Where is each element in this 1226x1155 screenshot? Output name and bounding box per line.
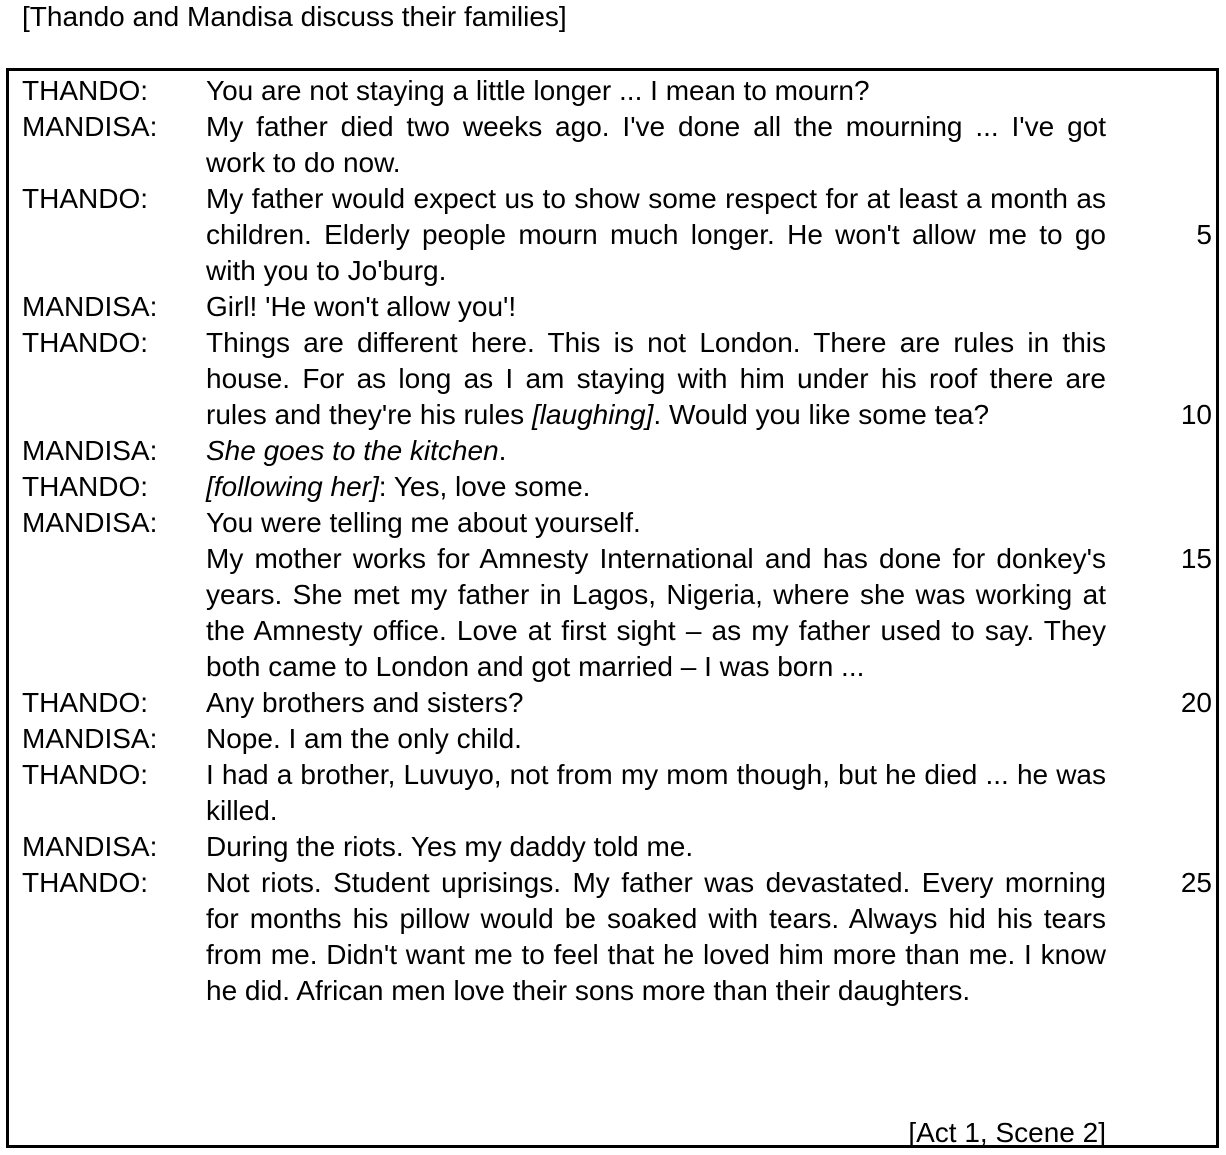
dialogue-extract [22, 73, 1212, 1009]
speaker-name: MANDISA: [22, 507, 158, 538]
speech-fragment: You are not staying a little longer ... I mean to mourn? [206, 75, 870, 106]
line-number: 10 [1180, 399, 1212, 430]
speech-text [206, 181, 1106, 289]
speaker-name: MANDISA: [22, 111, 158, 142]
speaker-name: THANDO: [22, 471, 148, 502]
speech-fragment: . Would you like some tea? [653, 399, 990, 430]
line-number-column [1106, 289, 1212, 325]
scene-reference: [Act 1, Scene 2] [908, 1117, 1106, 1148]
line-number-column [1106, 325, 1212, 433]
speech-fragment: You were telling me about yourself. [206, 507, 641, 538]
stage-direction: [following her] [206, 471, 379, 502]
line-number: 25 [1180, 867, 1212, 898]
dialogue-row [22, 757, 1212, 829]
dialogue-row [22, 721, 1212, 757]
line-number-column [1106, 469, 1212, 505]
line-number-column [1106, 109, 1212, 181]
dialogue-row [22, 541, 1212, 685]
speech-fragment: Not riots. Student uprisings. My father was devastated. Every morning for months his pillow would be soaked with tears. Always hid his tears from me. Didn't want me to feel that he loved him more than me. I know he did. African men love their sons more than their daughters. [206, 867, 1106, 1006]
speaker-name: MANDISA: [22, 831, 158, 862]
speech-fragment: . [498, 435, 507, 466]
dialogue-row [22, 433, 1212, 469]
speech-text [206, 289, 1106, 325]
dialogue-row [22, 505, 1212, 541]
speech-fragment: During the riots. Yes my daddy told me. [206, 831, 694, 862]
dialogue-row [22, 865, 1212, 1009]
line-number-column [1106, 541, 1212, 685]
speech-text [206, 865, 1106, 1009]
line-number-column [1106, 433, 1212, 469]
speech-text [206, 73, 1106, 109]
speech-text [206, 757, 1106, 829]
speech-text [206, 829, 1106, 865]
speech-text [206, 685, 1106, 721]
speaker-name: THANDO: [22, 687, 148, 718]
line-number-column [1106, 757, 1212, 829]
speech-text [206, 721, 1106, 757]
speech-fragment: My father died two weeks ago. I've done all the mourning ... I've got work to do now. [206, 111, 1106, 178]
speaker-name: THANDO: [22, 183, 148, 214]
speaker-name: MANDISA: [22, 291, 158, 322]
dialogue-row [22, 325, 1212, 433]
speaker-name [22, 541, 206, 685]
speech-text [206, 469, 1106, 505]
speaker-name: THANDO: [22, 327, 148, 358]
speech-fragment: Things are different here. This is not London. There are rules in this house. For as long as I am staying with him under his roof there are rules and they're his rules [206, 327, 1106, 430]
scene-heading: [Thando and Mandisa discuss their families] [22, 1, 567, 32]
speaker-name: THANDO: [22, 75, 148, 106]
line-number: 15 [1180, 543, 1212, 574]
dialogue-row [22, 829, 1212, 865]
speech-fragment: I had a brother, Luvuyo, not from my mom though, but he died ... he was killed. [206, 759, 1106, 826]
dialogue-row [22, 73, 1212, 109]
speaker-name: MANDISA: [22, 435, 158, 466]
speech-text [206, 541, 1106, 685]
dialogue-row [22, 289, 1212, 325]
line-number-column [1106, 73, 1212, 109]
line-number-column [1106, 721, 1212, 757]
dialogue-row [22, 685, 1212, 721]
speaker-name: THANDO: [22, 759, 148, 790]
line-number-column [1106, 829, 1212, 865]
line-number: 20 [1180, 687, 1212, 718]
speech-fragment: : Yes, love some. [378, 471, 591, 502]
stage-direction: She goes to the kitchen [206, 435, 499, 466]
line-number-column [1106, 505, 1212, 541]
dialogue-row [22, 181, 1212, 289]
speech-text [206, 109, 1106, 181]
speaker-name: THANDO: [22, 867, 148, 898]
line-number: 5 [1196, 219, 1212, 250]
line-number-column [1106, 685, 1212, 721]
speech-text [206, 325, 1106, 433]
dialogue-row [22, 109, 1212, 181]
speech-text [206, 505, 1106, 541]
speech-fragment: My mother works for Amnesty International and has done for donkey's years. She met my father in Lagos, Nigeria, where she was working at the Amnesty office. Love at first sight – as my father used to say. They both came to London and got married – I was born ... [206, 543, 1106, 682]
speech-fragment: Any brothers and sisters? [206, 687, 524, 718]
speech-text [206, 433, 1106, 469]
speech-fragment: Nope. I am the only child. [206, 723, 522, 754]
line-number-column [1106, 181, 1212, 289]
stage-direction: [laughing] [531, 399, 654, 430]
speaker-name: MANDISA: [22, 723, 158, 754]
speech-fragment: My father would expect us to show some respect for at least a month as children. Elderly people mourn much longer. He won't allow me to go with you to Jo'burg. [206, 183, 1106, 286]
dialogue-row [22, 469, 1212, 505]
line-number-column [1106, 865, 1212, 1009]
speech-fragment: Girl! 'He won't allow you'! [206, 291, 517, 322]
